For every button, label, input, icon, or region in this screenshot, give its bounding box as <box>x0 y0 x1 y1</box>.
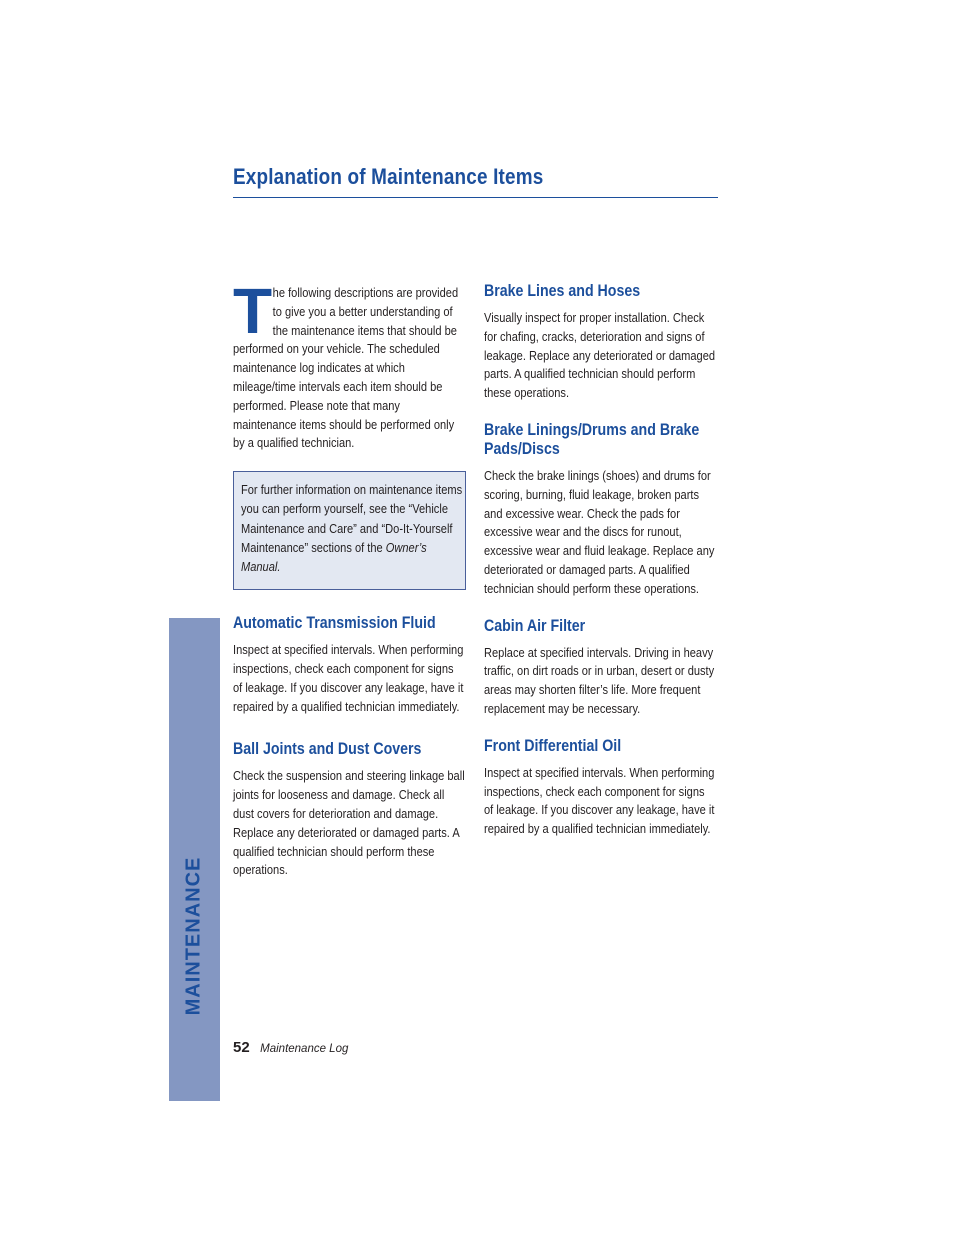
drop-cap: T <box>233 275 273 347</box>
left-column <box>233 275 465 880</box>
section-body: Inspect at specified intervals. When performing inspections, check each component for signs of leakage. If you discover any leakage, have it repaired by a qualified technician immediately. <box>484 765 715 837</box>
section-heading: Ball Joints and Dust Covers <box>233 740 422 759</box>
chapter-tab <box>169 618 220 1101</box>
section-body: Replace at specified intervals. Driving in heavy traffic, on dirt roads or in urban, desert or dusty areas may shorten filter’s life. More frequent replacement may be necessary. <box>484 645 715 716</box>
intro-paragraph <box>233 275 465 453</box>
callout-text <box>241 481 463 577</box>
section-heading: Brake Lines and Hoses <box>484 282 641 300</box>
section-heading: Front Differential Oil <box>484 736 622 755</box>
page-number: 52 <box>233 1039 250 1056</box>
page-footer <box>233 1039 348 1057</box>
section-automatic-transmission-fluid <box>233 614 465 716</box>
title-divider <box>233 197 718 198</box>
section-brake-linings <box>484 421 716 599</box>
section-heading: Cabin Air Filter <box>484 616 586 635</box>
callout-manual-title: Owner’s Manual. <box>241 540 427 574</box>
section-front-differential-oil <box>484 737 716 839</box>
section-cabin-air-filter <box>484 617 716 719</box>
section-heading: Automatic Transmission Fluid <box>233 614 436 633</box>
section-body: Inspect at specified intervals. When performing inspections, check each component for signs of leakage. If you discover any leakage, have it repaired by a qualified technician immediately. <box>233 643 464 714</box>
right-column <box>484 282 716 839</box>
section-body: Check the brake linings (shoes) and drums for scoring, burning, fluid leakage, broken parts and excessive wear. Check the pads for excessive wear and the discs for runout, excessive wear and fluid leakage. Replace any deteriorated or damaged parts. A qualified technician should perform these operations. <box>484 468 715 596</box>
section-ball-joints <box>233 740 465 880</box>
chapter-tab-label: MAINTENANCE <box>182 856 205 1016</box>
info-callout-box <box>233 471 466 590</box>
footer-label: Maintenance Log <box>260 1043 349 1055</box>
chapter-tab-label-wrap <box>169 618 220 1101</box>
section-heading: Brake Linings/Drums and Brake Pads/Discs <box>484 420 700 458</box>
page-title: Explanation of Maintenance Items <box>233 164 544 189</box>
callout-body: For further information on maintenance items you can perform yourself, see the “Vehicle Maintenance and Care” and “Do-It-Yourself Maintenance” sections of the <box>241 483 463 555</box>
section-brake-lines <box>484 282 716 403</box>
intro-text: he following descriptions are provided to give you a better understanding of the maintenance items that should be performed on your vehicle. The scheduled maintenance log indicates at which mileage/time intervals each item should be performed. Please note that many maintenance items should be performed only by a qualified technician. <box>233 286 459 451</box>
section-body: Check the suspension and steering linkage ball joints for looseness and damage. Check all dust covers for deterioration and damage. Replace any deteriorated or damaged parts. A qualified technician should perform these operations. <box>233 769 465 878</box>
section-body: Visually inspect for proper installation. Check for chafing, cracks, deterioration and signs of leakage. Replace any deteriorated or damaged parts. A qualified technician should perform these operations. <box>484 311 716 401</box>
